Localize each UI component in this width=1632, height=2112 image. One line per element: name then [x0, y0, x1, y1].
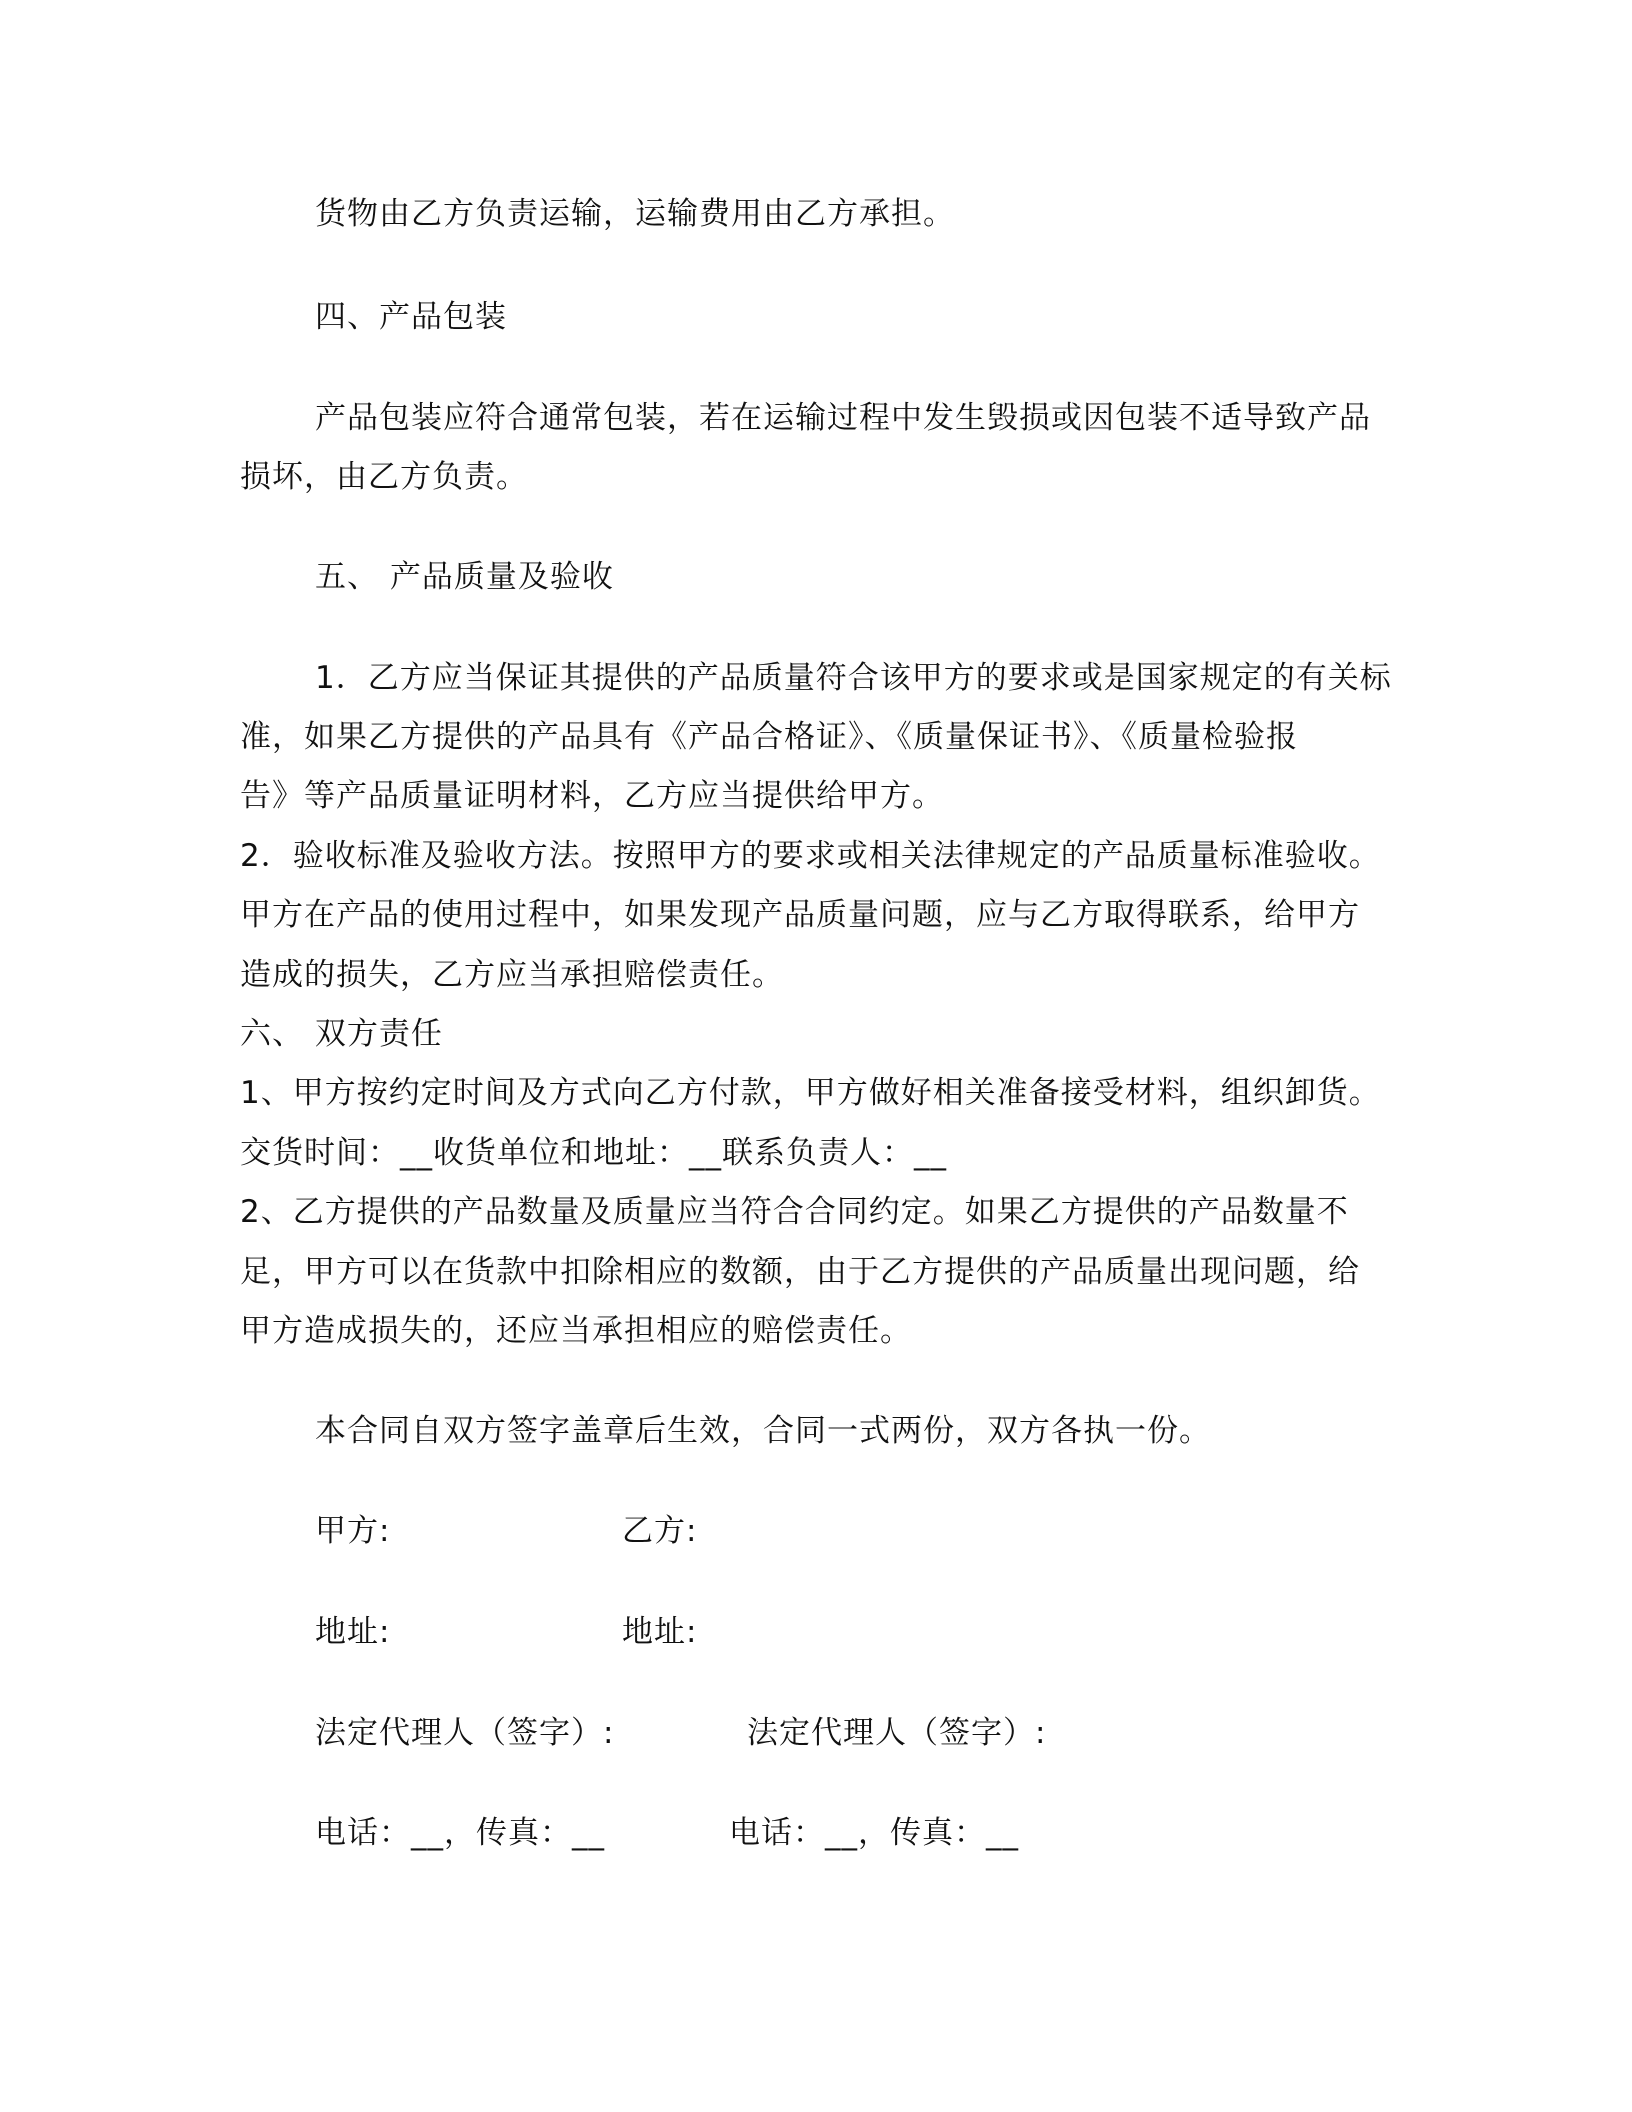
address-a-label: 地址:: [315, 1614, 391, 1650]
section-5-title: 五、 产品质量及验收: [315, 559, 614, 595]
party-b-label: 乙方:: [622, 1513, 698, 1549]
delivery-info-line: 交货时间：__收货单位和地址：__联系负责人：__: [240, 1135, 947, 1171]
legal-agent-a-label: 法定代理人（签字）:: [315, 1715, 615, 1751]
duties-para-2-line-2: 足，甲方可以在货款中扣除相应的数额，由于乙方提供的产品质量出现问题，给: [240, 1254, 1360, 1290]
duties-para-1-line-1: 1、甲方按约定时间及方式向乙方付款，甲方做好相关准备接受材料，组织卸货。: [240, 1075, 1381, 1111]
duties-para-2-line-1: 2、乙方提供的产品数量及质量应当符合合同约定。如果乙方提供的产品数量不: [240, 1194, 1349, 1230]
quality-para-1-line-1: 1．乙方应当保证其提供的产品质量符合该甲方的要求或是国家规定的有关标: [315, 660, 1392, 696]
quality-para-1-line-2: 准，如果乙方提供的产品具有《产品合格证》、《质量保证书》、《质量检验报: [240, 719, 1298, 755]
quality-para-2-line-2: 甲方在产品的使用过程中，如果发现产品质量问题，应与乙方取得联系，给甲方: [240, 897, 1360, 933]
quality-para-2-line-3: 造成的损失，乙方应当承担赔偿责任。: [240, 957, 784, 993]
packaging-para-line-2: 损坏，由乙方负责。: [240, 459, 528, 495]
party-a-label: 甲方:: [315, 1513, 391, 1549]
phone-fax-b: 电话：__，传真：__: [729, 1815, 1019, 1851]
quality-para-2-line-1: 2．验收标准及验收方法。按照甲方的要求或相关法律规定的产品质量标准验收。: [240, 838, 1381, 874]
section-6-title: 六、 双方责任: [240, 1016, 443, 1052]
duties-para-2-line-3: 甲方造成损失的，还应当承担相应的赔偿责任。: [240, 1313, 912, 1349]
section-4-title: 四、产品包装: [315, 299, 507, 335]
address-b-label: 地址:: [622, 1614, 698, 1650]
effective-clause: 本合同自双方签字盖章后生效，合同一式两份，双方各执一份。: [315, 1413, 1211, 1449]
phone-fax-a: 电话：__，传真：__: [315, 1815, 605, 1851]
transport-clause: 货物由乙方负责运输，运输费用由乙方承担。: [315, 196, 955, 232]
legal-agent-b-label: 法定代理人（签字）:: [747, 1715, 1047, 1751]
packaging-para-line-1: 产品包装应符合通常包装，若在运输过程中发生毁损或因包装不适导致产品: [315, 400, 1371, 436]
quality-para-1-line-3: 告》等产品质量证明材料，乙方应当提供给甲方。: [240, 778, 944, 814]
